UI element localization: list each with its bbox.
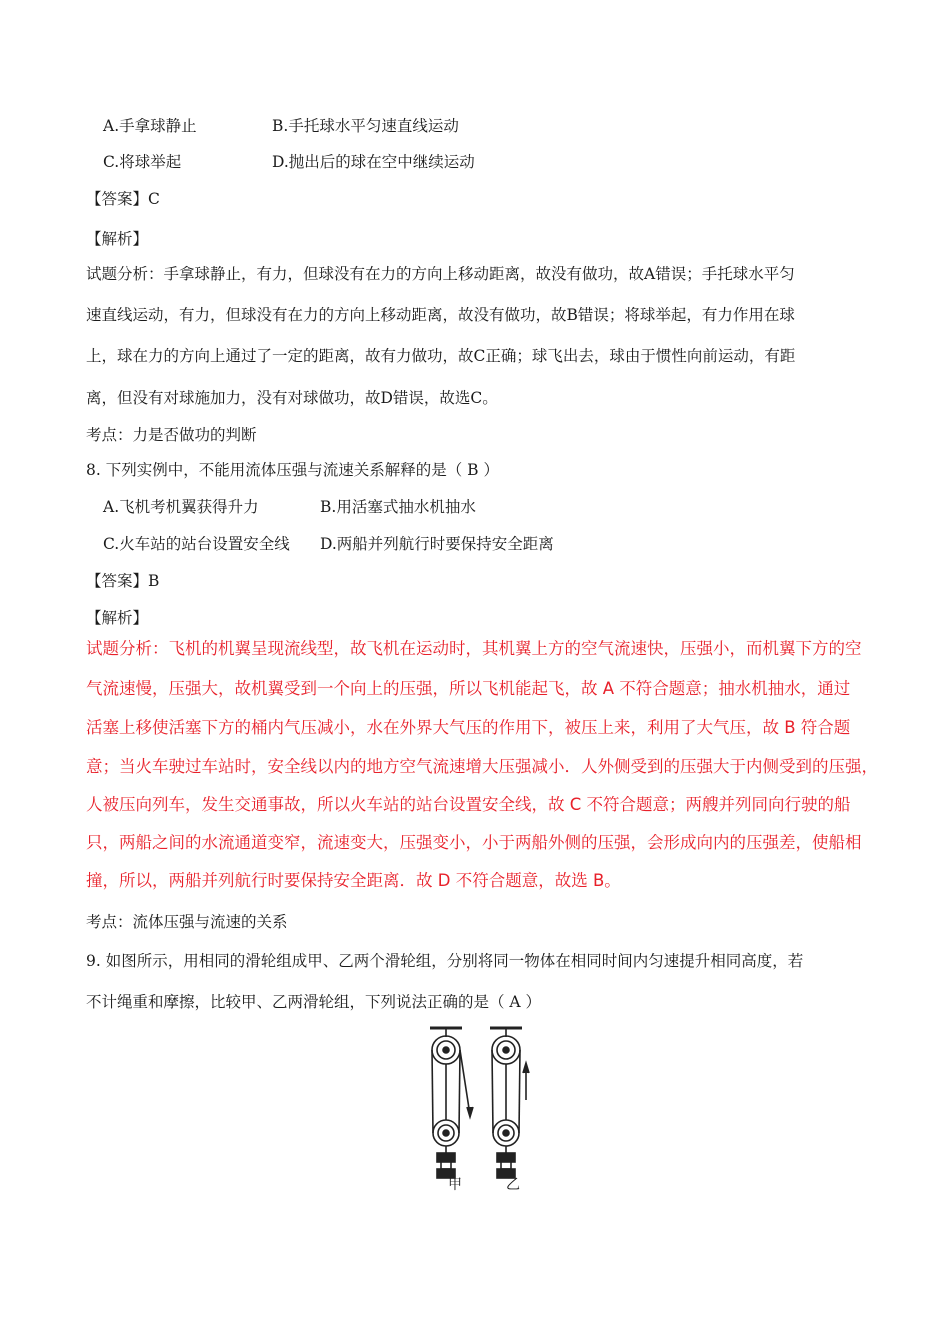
figure-label-right: 乙 — [506, 1177, 520, 1193]
pulley-figure — [420, 1025, 540, 1195]
q7-analysis-line: 上，球在力的方向上通过了一定的距离，故有力做功，故C正确；球飞出去，球由于惯性向前运动，有距 — [86, 347, 796, 365]
q7-point: 考点：力是否做功的判断 — [86, 426, 257, 444]
q8-analysis-line: 人被压向列车，发生交通事故，所以火车站的站台设置安全线，故 C 不符合题意；两艘并列同向行驶的船 — [86, 795, 851, 814]
q7-option-c: C.将球举起 — [103, 153, 182, 171]
q8-analysis-line: 只，两船之间的水流通道变窄，流速变大，压强变小，小于两船外侧的压强，会形成向内的压强差，使船相 — [86, 833, 862, 852]
q8-option-c: C.火车站的站台设置安全线 — [103, 535, 290, 553]
q8-point: 考点：流体压强与流速的关系 — [86, 913, 288, 931]
pulley-diagram — [420, 1025, 540, 1195]
q8-option-a: A.飞机考机翼获得升力 — [103, 498, 259, 516]
q7-option-d: D.抛出后的球在空中继续运动 — [272, 153, 475, 171]
q8-question: 8. 下列实例中，不能用流体压强与流速关系解释的是（ B ） — [86, 461, 499, 479]
q7-option-b: B.手托球水平匀速直线运动 — [272, 117, 459, 135]
q8-analysis-line: 撞，所以，两船并列航行时要保持安全距离．故 D 不符合题意，故选 B。 — [86, 871, 621, 890]
q8-option-d: D.两船并列航行时要保持安全距离 — [320, 535, 554, 553]
q8-analysis-line: 气流速慢，压强大，故机翼受到一个向上的压强，所以飞机能起飞，故 A 不符合题意；抽水机抽水，通过 — [86, 679, 851, 698]
q8-option-b: B.用活塞式抽水机抽水 — [320, 498, 476, 516]
q7-analysis-heading: 【解析】 — [86, 230, 149, 248]
figure-label-left: 甲 — [448, 1177, 462, 1193]
q7-analysis-line: 离，但没有对球施加力，没有对球做功，故D错误，故选C。 — [86, 389, 498, 407]
q7-analysis-line: 试题分析：手拿球静止，有力，但球没有在力的方向上移动距离，故没有做功，故A错误；手托球水平匀 — [86, 265, 795, 283]
q8-answer: 【答案】B — [86, 572, 160, 590]
q8-analysis-line: 试题分析：飞机的机翼呈现流线型，故飞机在运动时，其机翼上方的空气流速快，压强小，而机翼下方的空 — [86, 639, 862, 658]
q7-option-a: A.手拿球静止 — [103, 117, 197, 135]
q8-analysis-line: 意；当火车驶过车站时，安全线以内的地方空气流速增大压强减小．人外侧受到的压强大于内侧受到的压强， — [86, 757, 878, 776]
q8-analysis-line: 活塞上移使活塞下方的桶内气压减小，水在外界大气压的作用下，被压上来，利用了大气压，故 B 符合题 — [86, 718, 851, 737]
q9-question-line: 不计绳重和摩擦，比较甲、乙两滑轮组，下列说法正确的是（ A ） — [86, 993, 542, 1011]
q7-analysis-line: 速直线运动，有力，但球没有在力的方向上移动距离，故没有做功，故B错误；将球举起，有力作用在球 — [86, 306, 795, 324]
q7-answer: 【答案】C — [86, 190, 160, 208]
q8-analysis-heading: 【解析】 — [86, 609, 149, 627]
q9-question-line: 9. 如图所示，用相同的滑轮组成甲、乙两个滑轮组，分别将同一物体在相同时间内匀速提升相同高度，若 — [86, 952, 804, 970]
